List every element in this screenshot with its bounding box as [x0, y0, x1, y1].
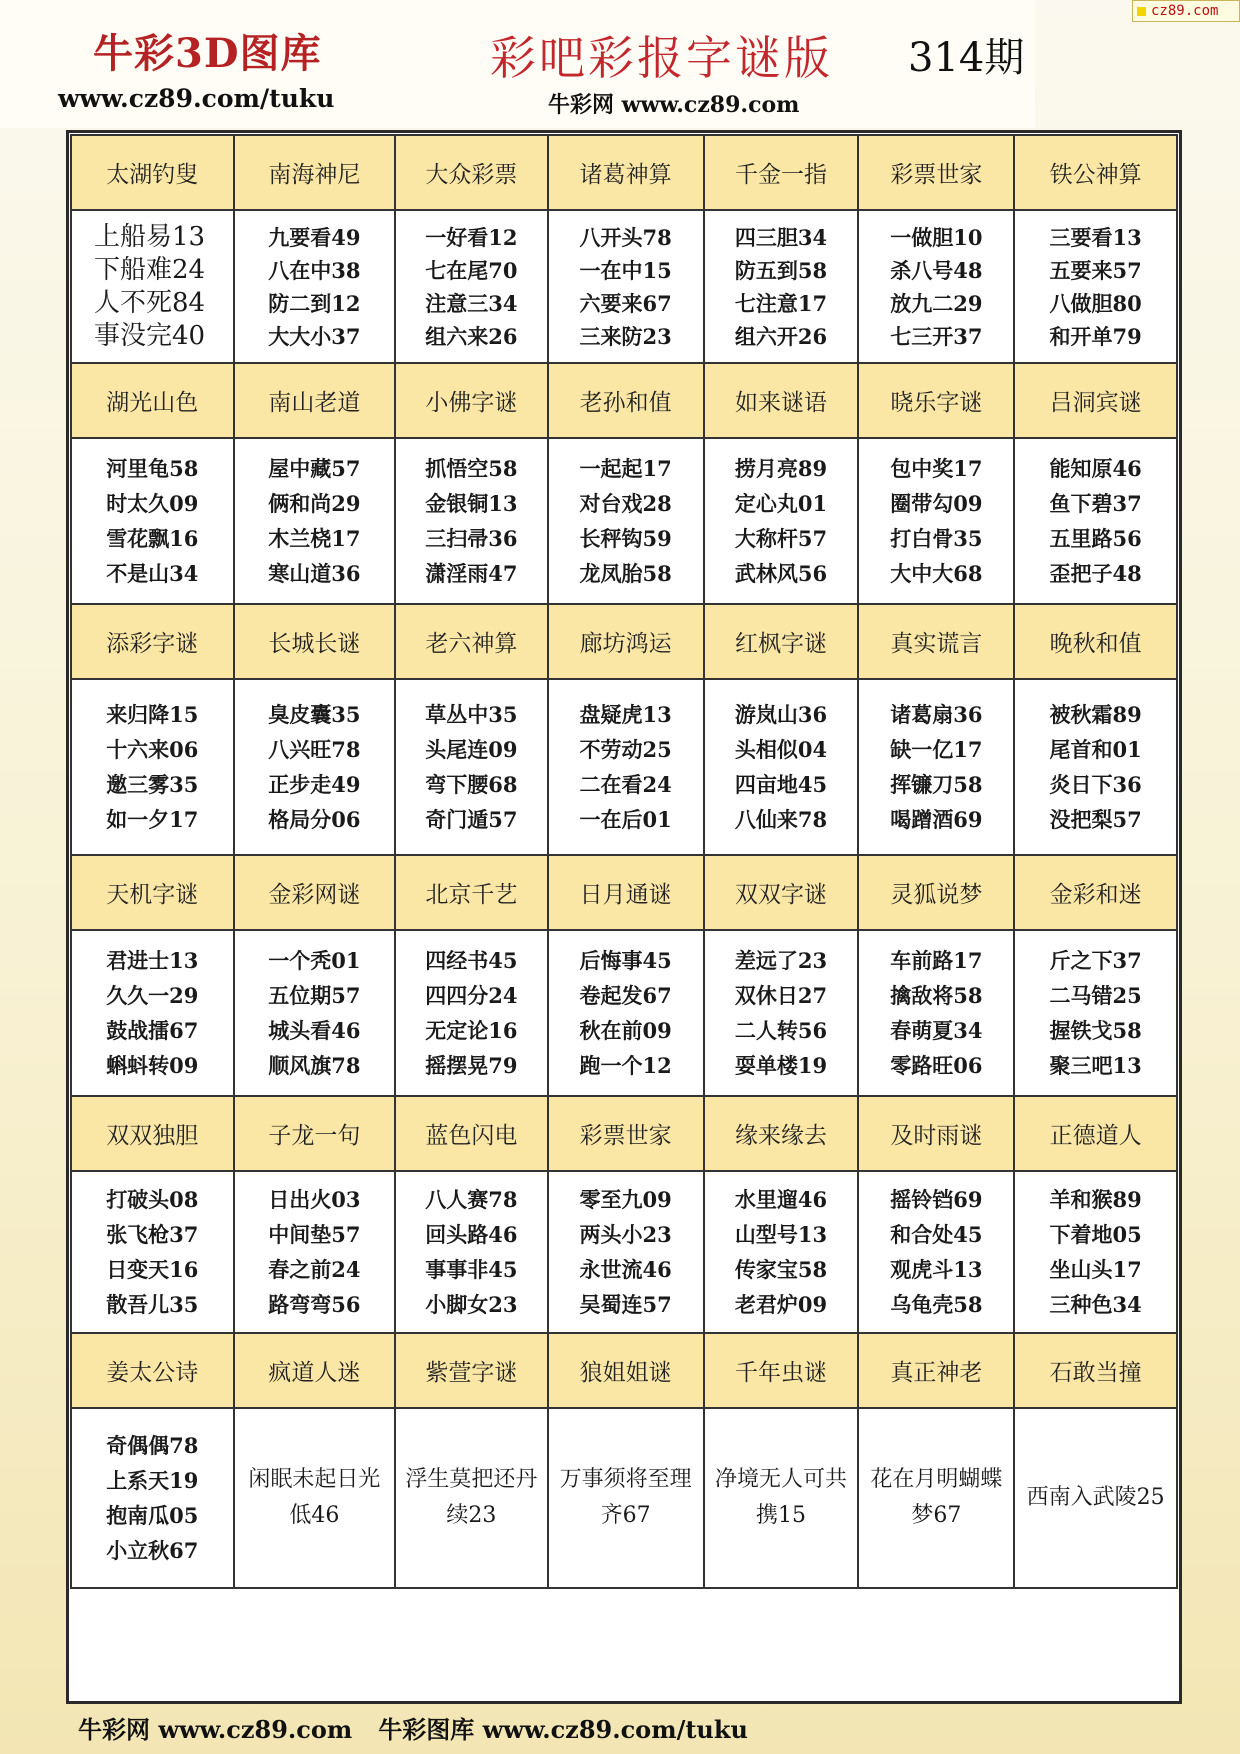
riddle-line: 注意三34: [425, 290, 518, 316]
riddle-line: 四亩地45: [734, 772, 828, 797]
riddle-cell: [1014, 930, 1177, 1096]
riddle-cell: [858, 930, 1014, 1096]
riddle-cell: [704, 210, 859, 363]
riddle-line: 能知原46: [1049, 456, 1142, 481]
riddle-line: 包中奖17: [890, 456, 983, 481]
riddle-line: 中间垫57: [268, 1222, 361, 1247]
riddle-line: 双休日27: [734, 983, 828, 1008]
riddle-line: 长秤钩59: [579, 526, 672, 551]
riddle-line: 三要看13: [1049, 224, 1142, 250]
riddle-line: 圈带勾09: [890, 491, 983, 516]
riddle-table-body: [71, 135, 1177, 1588]
riddle-line: 头尾连09: [425, 737, 518, 762]
riddle-line: 梦67: [911, 1503, 962, 1528]
footer-gallery-link[interactable]: 牛彩图库 www.cz89.com/tuku: [378, 1715, 748, 1744]
column-name: 疯道人迷: [234, 1333, 396, 1408]
column-name: 添彩字谜: [71, 604, 234, 679]
riddle-line: 零路旺06: [890, 1053, 983, 1078]
riddle-cell: [548, 679, 704, 855]
riddle-line: 羊和猴89: [1049, 1187, 1142, 1212]
riddle-line: 尾首和01: [1049, 737, 1142, 762]
riddle-line: 浮生莫把还丹: [405, 1467, 538, 1492]
riddle-line: 抱南瓜05: [106, 1503, 199, 1528]
riddle-line: 奇偶偶78: [106, 1433, 199, 1458]
riddle-line: 组六来26: [425, 323, 518, 349]
site-badge[interactable]: [1132, 0, 1240, 22]
riddle-cell: [395, 930, 548, 1096]
riddle-line: 潇淫雨47: [425, 561, 518, 586]
riddle-line: 十六来06: [106, 737, 199, 762]
riddle-line: 没把梨57: [1049, 807, 1142, 832]
riddle-line: 歪把子48: [1049, 561, 1142, 586]
riddle-line: 日变天16: [106, 1257, 199, 1282]
column-name: 正德道人: [1014, 1096, 1177, 1171]
riddle-line: 九要看49: [268, 224, 361, 250]
riddle-line: 八仙来78: [734, 807, 828, 832]
riddle-line: 君进士13: [106, 948, 199, 973]
riddle-cell: [395, 438, 548, 604]
riddle-line: 观虎斗13: [890, 1257, 983, 1282]
riddle-line: 来归降15: [106, 702, 199, 727]
column-name: 湖光山色: [71, 363, 234, 438]
issue-number: 314期: [908, 35, 1025, 81]
riddle-cell: [858, 210, 1014, 363]
riddle-line: 无定论16: [425, 1018, 518, 1043]
column-name: 大众彩票: [395, 135, 548, 210]
riddle-line: 一在中15: [579, 257, 672, 283]
riddle-cell: [234, 1408, 396, 1588]
column-name: 金彩和迷: [1014, 855, 1177, 930]
column-name: 石敢当撞: [1014, 1333, 1177, 1408]
column-name: 姜太公诗: [71, 1333, 234, 1408]
riddle-line: 闲眠未起日光: [248, 1467, 381, 1492]
riddle-cell: [858, 679, 1014, 855]
riddle-line: 盘疑虎13: [579, 702, 672, 727]
riddle-line: 花在月明蝴蝶: [870, 1467, 1003, 1492]
column-name: 真实谎言: [858, 604, 1014, 679]
column-name: 诸葛神算: [548, 135, 704, 210]
riddle-line: 卷起发67: [579, 983, 672, 1008]
riddle-line: 正步走49: [268, 772, 361, 797]
riddle-row: [71, 438, 1177, 604]
riddle-line: 两头小23: [579, 1222, 672, 1247]
riddle-line: 八开头78: [579, 224, 672, 250]
riddle-line: 七在尾70: [425, 257, 518, 283]
riddle-line: 净境无人可共: [715, 1467, 848, 1492]
riddle-cell: [234, 1171, 396, 1333]
footer: [78, 1710, 748, 1745]
riddle-line: 四四分24: [425, 983, 518, 1008]
riddle-line: 大中大68: [890, 561, 983, 586]
riddle-cell: [234, 679, 396, 855]
riddle-row: [71, 210, 1177, 363]
riddle-cell: [548, 930, 704, 1096]
riddle-cell: [1014, 1171, 1177, 1333]
riddle-line: 挥镰刀58: [890, 772, 983, 797]
column-name: 千金一指: [704, 135, 859, 210]
riddle-cell: [704, 1171, 859, 1333]
riddle-cell: [548, 210, 704, 363]
riddle-cell: [71, 1408, 234, 1588]
riddle-line: 放九二29: [890, 290, 983, 316]
riddle-line: 雪花飘16: [106, 526, 199, 551]
column-name: 双双独胆: [71, 1096, 234, 1171]
column-name: 真正神老: [858, 1333, 1014, 1408]
riddle-line: 打破头08: [106, 1187, 199, 1212]
riddle-line: 武林风56: [734, 561, 828, 586]
page-title: 彩吧彩报字谜版: [490, 31, 833, 85]
riddle-line: 下船难24: [94, 254, 206, 285]
header-row: [71, 855, 1177, 930]
column-name: 红枫字谜: [704, 604, 859, 679]
riddle-line: 捞月亮89: [734, 456, 828, 481]
riddle-cell: [548, 1171, 704, 1333]
column-name: 老六神算: [395, 604, 548, 679]
riddle-line: 五要来57: [1049, 257, 1142, 283]
riddle-line: 八人赛78: [425, 1187, 518, 1212]
riddle-line: 和合处45: [890, 1222, 983, 1247]
riddle-line: 木兰桡17: [268, 526, 361, 551]
riddle-line: 寒山道36: [268, 561, 361, 586]
riddle-line: 三种色34: [1049, 1292, 1142, 1317]
riddle-cell: [704, 930, 859, 1096]
riddle-line: 路弯弯56: [268, 1292, 361, 1317]
brand-url-link[interactable]: www.cz89.com/tuku: [58, 84, 335, 113]
riddle-line: 一好看12: [425, 224, 518, 250]
riddle-line: 八做胆80: [1049, 290, 1142, 316]
riddle-line: 回头路46: [425, 1222, 518, 1247]
riddle-line: 邀三雾35: [106, 772, 199, 797]
riddle-line: 小脚女23: [425, 1292, 518, 1317]
column-name: 晓乐字谜: [858, 363, 1014, 438]
riddle-line: 乌龟壳58: [890, 1292, 983, 1317]
riddle-line: 上船易13: [94, 221, 206, 252]
riddle-cell: [395, 679, 548, 855]
column-name: 小佛字谜: [395, 363, 548, 438]
riddle-line: 四经书45: [425, 948, 518, 973]
column-name: 彩票世家: [548, 1096, 704, 1171]
column-name: 及时雨谜: [858, 1096, 1014, 1171]
riddle-line: 和开单79: [1049, 323, 1142, 349]
column-name: 千年虫谜: [704, 1333, 859, 1408]
riddle-line: 五里路56: [1049, 526, 1142, 551]
riddle-line: 打白骨35: [890, 526, 983, 551]
riddle-cell: [71, 1171, 234, 1333]
riddle-line: 携15: [756, 1503, 807, 1528]
riddle-line: 蝌蚪转09: [106, 1053, 199, 1078]
riddle-line: 万事须将至理: [559, 1467, 692, 1492]
riddle-line: 游岚山36: [734, 702, 828, 727]
riddle-line: 组六开26: [734, 323, 828, 349]
header-row: [71, 604, 1177, 679]
riddle-cell: [71, 438, 234, 604]
column-name: 长城长谜: [234, 604, 396, 679]
riddle-line: 六要来67: [579, 290, 672, 316]
riddle-line: 西南入武陵25: [1026, 1485, 1165, 1510]
riddle-cell: [71, 210, 234, 363]
riddle-cell: [234, 210, 396, 363]
riddle-row: [71, 930, 1177, 1096]
riddle-line: 散吾儿35: [106, 1292, 199, 1317]
riddle-cell: [548, 1408, 704, 1588]
riddle-line: 龙凤胎58: [579, 561, 672, 586]
riddle-line: 八兴旺78: [268, 737, 361, 762]
column-name: 狼姐姐谜: [548, 1333, 704, 1408]
column-name: 如来谜语: [704, 363, 859, 438]
riddle-line: 续23: [446, 1503, 497, 1528]
riddle-cell: [548, 438, 704, 604]
riddle-row: [71, 1171, 1177, 1333]
column-name: 吕洞宾谜: [1014, 363, 1177, 438]
riddle-line: 顺风旗78: [268, 1053, 361, 1078]
riddle-line: 事事非45: [425, 1257, 518, 1282]
column-name: 南山老道: [234, 363, 396, 438]
riddle-line: 河里龟58: [106, 456, 199, 481]
column-name: 老孙和值: [548, 363, 704, 438]
riddle-line: 头相似04: [734, 737, 828, 762]
riddle-line: 不是山34: [106, 561, 199, 586]
riddle-line: 一个秃01: [268, 948, 361, 973]
riddle-cell: [234, 438, 396, 604]
riddle-line: 喝蹭酒69: [890, 807, 983, 832]
column-name: 铁公神算: [1014, 135, 1177, 210]
riddle-line: 摇摆晃79: [425, 1053, 518, 1078]
riddle-line: 事没完40: [94, 320, 206, 351]
riddle-line: 草丛中35: [425, 702, 518, 727]
riddle-line: 七注意17: [734, 290, 828, 316]
column-name: 子龙一句: [234, 1096, 396, 1171]
column-name: 晚秋和值: [1014, 604, 1177, 679]
riddle-line: 三扫帚36: [425, 526, 518, 551]
riddle-line: 水里遛46: [734, 1187, 828, 1212]
header-row: [71, 135, 1177, 210]
riddle-cell: [858, 1171, 1014, 1333]
riddle-line: 日出火03: [268, 1187, 361, 1212]
riddle-line: 臭皮囊35: [268, 702, 361, 727]
riddle-line: 四三胆34: [734, 224, 828, 250]
riddle-line: 七三开37: [890, 323, 983, 349]
riddle-line: 春之前24: [268, 1257, 361, 1282]
riddle-line: 差远了23: [734, 948, 828, 973]
riddle-line: 缺一亿17: [890, 737, 983, 762]
riddle-line: 春萌夏34: [890, 1018, 983, 1043]
riddle-line: 低46: [289, 1503, 340, 1528]
riddle-line: 三来防23: [579, 323, 672, 349]
riddle-cell: [71, 679, 234, 855]
riddle-line: 鱼下碧37: [1049, 491, 1142, 516]
header-row: [71, 1096, 1177, 1171]
riddle-cell: [704, 438, 859, 604]
riddle-line: 零至九09: [579, 1187, 672, 1212]
riddle-line: 大称杆57: [734, 526, 828, 551]
riddle-cell: [858, 438, 1014, 604]
riddle-cell: [1014, 210, 1177, 363]
riddle-line: 诸葛扇36: [890, 702, 983, 727]
column-name: 廊坊鸿运: [548, 604, 704, 679]
riddle-line: 传家宝58: [734, 1257, 828, 1282]
badge-label: cz89.com: [1151, 3, 1219, 19]
column-name: 北京千艺: [395, 855, 548, 930]
riddle-line: 大大小37: [268, 323, 361, 349]
column-name: 金彩网谜: [234, 855, 396, 930]
riddle-line: 定心丸01: [734, 491, 828, 516]
riddle-line: 金银铜13: [425, 491, 518, 516]
riddle-line: 擒敌将58: [890, 983, 983, 1008]
riddle-line: 上系天19: [106, 1468, 199, 1493]
riddle-line: 后悔事45: [579, 948, 672, 973]
riddle-line: 格局分06: [268, 807, 361, 832]
riddle-cell: [858, 1408, 1014, 1588]
riddle-line: 屋中藏57: [268, 456, 361, 481]
riddle-line: 一做胆10: [890, 224, 983, 250]
riddle-line: 斤之下37: [1049, 948, 1142, 973]
badge-square-icon: [1137, 7, 1146, 16]
riddle-line: 时太久09: [106, 491, 199, 516]
riddle-line: 被秋霜89: [1049, 702, 1142, 727]
column-name: 天机字谜: [71, 855, 234, 930]
riddle-line: 城头看46: [268, 1018, 361, 1043]
riddle-line: 握铁戈58: [1049, 1018, 1142, 1043]
riddle-cell: [1014, 438, 1177, 604]
riddle-line: 吴蜀连57: [579, 1292, 672, 1317]
riddle-line: 防五到58: [734, 257, 828, 283]
riddle-line: 秋在前09: [579, 1018, 672, 1043]
footer-site-link[interactable]: 牛彩网 www.cz89.com: [78, 1715, 353, 1744]
column-name: 日月通谜: [548, 855, 704, 930]
column-name: 彩票世家: [858, 135, 1014, 210]
riddle-line: 坐山头17: [1049, 1257, 1142, 1282]
riddle-line: 抓悟空58: [425, 456, 518, 481]
riddle-table: [70, 134, 1178, 1589]
riddle-row: [71, 1408, 1177, 1588]
riddle-line: 八在中38: [268, 257, 361, 283]
riddle-line: 奇门遁57: [425, 807, 518, 832]
header-row: [71, 1333, 1177, 1408]
riddle-line: 如一夕17: [106, 807, 199, 832]
riddle-line: 下着地05: [1049, 1222, 1142, 1247]
riddle-line: 杀八号48: [890, 257, 983, 283]
riddle-line: 老君炉09: [734, 1292, 828, 1317]
riddle-line: 弯下腰68: [425, 772, 518, 797]
riddle-cell: [395, 1408, 548, 1588]
riddle-line: 二马错25: [1049, 983, 1142, 1008]
riddle-line: 聚三吧13: [1049, 1053, 1142, 1078]
brand-title: 牛彩3D图库: [93, 30, 322, 77]
riddle-cell: [395, 1171, 548, 1333]
header-row: [71, 363, 1177, 438]
riddle-cell: [704, 679, 859, 855]
riddle-cell: [1014, 679, 1177, 855]
riddle-cell: [234, 930, 396, 1096]
riddle-line: 耍单楼19: [734, 1053, 828, 1078]
column-name: 太湖钓叟: [71, 135, 234, 210]
column-name: 双双字谜: [704, 855, 859, 930]
riddle-cell: [1014, 1408, 1177, 1588]
riddle-line: 久久一29: [106, 983, 199, 1008]
riddle-line: 鼓战擂67: [106, 1018, 199, 1043]
column-name: 南海神尼: [234, 135, 396, 210]
riddle-cell: [395, 210, 548, 363]
riddle-line: 对台戏28: [579, 491, 672, 516]
riddle-line: 二在看24: [579, 772, 672, 797]
riddle-line: 一在后01: [579, 807, 672, 832]
column-name: 灵狐说梦: [858, 855, 1014, 930]
riddle-line: 俩和尚29: [268, 491, 361, 516]
riddle-line: 二人转56: [734, 1018, 828, 1043]
column-name: 缘来缘去: [704, 1096, 859, 1171]
riddle-line: 人不死84: [94, 287, 206, 318]
riddle-line: 炎日下36: [1049, 772, 1142, 797]
riddle-cell: [704, 1408, 859, 1588]
riddle-line: 一起起17: [579, 456, 672, 481]
riddle-line: 山型号13: [734, 1222, 828, 1247]
riddle-line: 跑一个12: [579, 1053, 672, 1078]
riddle-line: 不劳动25: [579, 737, 672, 762]
riddle-line: 五位期57: [268, 983, 361, 1008]
riddle-row: [71, 679, 1177, 855]
riddle-line: 张飞枪37: [106, 1222, 199, 1247]
riddle-line: 车前路17: [890, 948, 983, 973]
riddle-line: 摇铃铛69: [890, 1187, 983, 1212]
riddle-cell: [71, 930, 234, 1096]
riddle-line: 永世流46: [579, 1257, 672, 1282]
riddle-line: 防二到12: [268, 290, 361, 316]
column-name: 紫萱字谜: [395, 1333, 548, 1408]
riddle-line: 齐67: [600, 1503, 651, 1528]
site-url-link[interactable]: 牛彩网 www.cz89.com: [548, 92, 800, 118]
riddle-line: 小立秋67: [106, 1538, 199, 1563]
column-name: 蓝色闪电: [395, 1096, 548, 1171]
